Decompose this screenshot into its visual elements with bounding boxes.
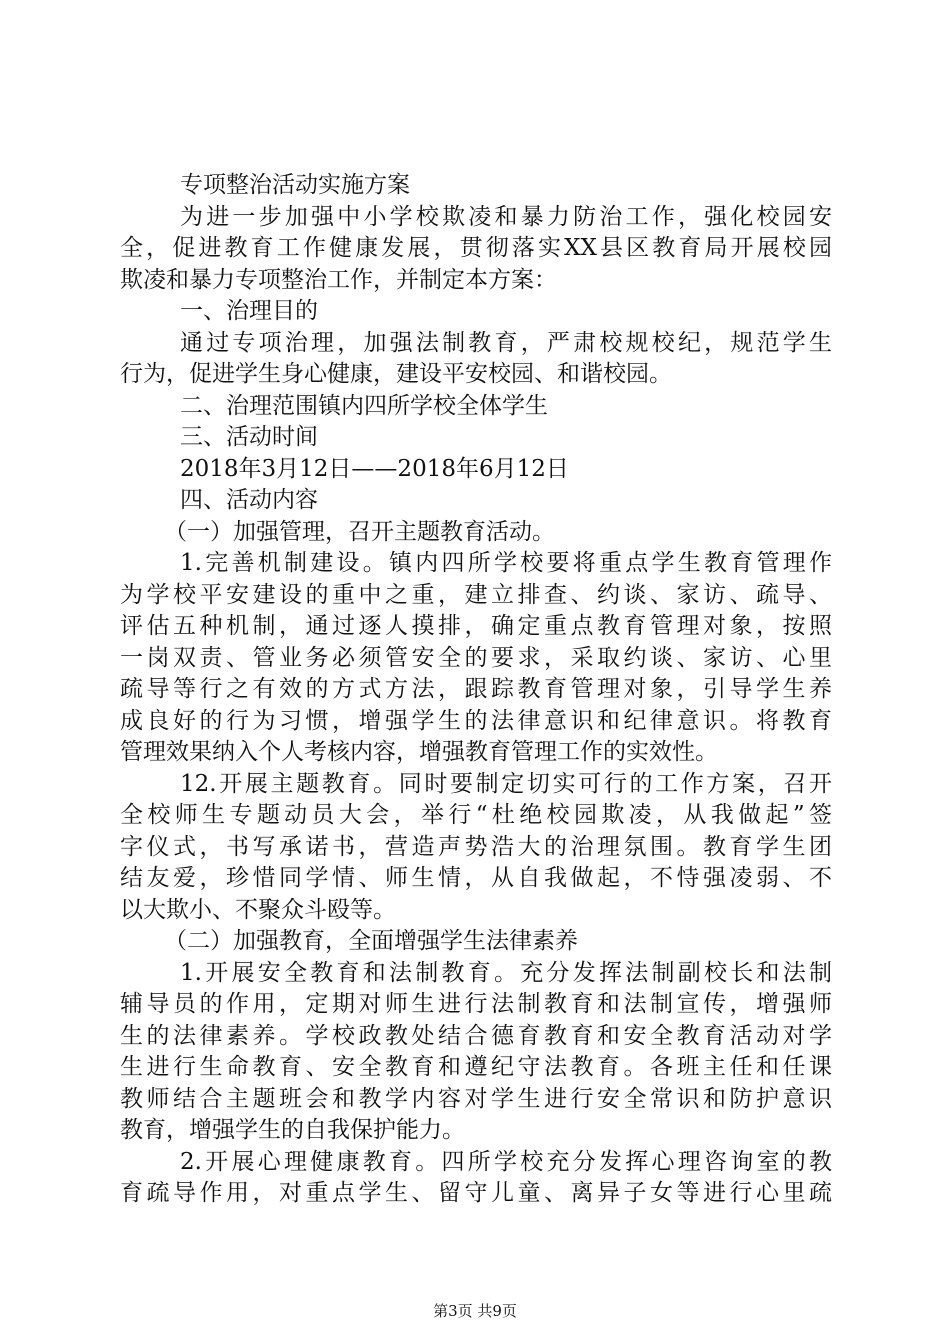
section-heading: 二、治理范围镇内四所学校全体学生	[180, 392, 548, 419]
paragraph-line: 生的法律素养。学校政教处结合德育教育和安全教育活动对学	[120, 1022, 832, 1049]
paragraph-line: 1.完善机制建设。镇内四所学校要将重点学生教育管理作	[180, 550, 832, 576]
page-number-footer: 第3页 共9页	[433, 1302, 517, 1320]
document-body	[120, 170, 832, 1210]
paragraph-line: 一岗双责、管业务必须管安全的要求，采取约谈、家访、心里	[120, 644, 832, 671]
paragraph-line: 全，促进教育工作健康发展，贯彻落实XX县区教育局开展校园	[120, 235, 832, 261]
paragraph-line: 2.开展心理健康教育。四所学校充分发挥心理咨询室的教	[180, 1148, 832, 1175]
subsection-heading: （二）加强教育，全面增强学生法律素养	[164, 928, 578, 954]
paragraph-line: 疏导等行之有效的方式方法，跟踪教育管理对象，引导学生养	[120, 676, 832, 702]
paragraph-line: 通过专项治理，加强法制教育，严肃校规校纪，规范学生	[180, 329, 832, 356]
paragraph-line: 1.开展安全教育和法制教育。充分发挥法制副校长和法制	[180, 959, 832, 986]
paragraph-line: 教师结合主题班会和教学内容对学生进行安全常识和防护意识	[120, 1085, 832, 1112]
paragraph-line: 以大欺小、不聚众斗殴等。	[120, 896, 396, 923]
paragraph-line: 行为，促进学生身心健康，建设平安校园、和谐校园。	[120, 361, 672, 387]
paragraph-line: 全校师生专题动员大会，举行“杜绝校园欺凌，从我做起”签	[120, 802, 832, 828]
document-title: 专项整治活动实施方案	[180, 172, 410, 198]
paragraph-line: 结友爱，珍惜同学情、师生情，从自我做起，不恃强凌弱、不	[120, 865, 832, 891]
subsection-heading: （一）加强管理，召开主题教育活动。	[164, 518, 555, 545]
paragraph-line: 成良好的行为习惯，增强学生的法律意识和纪律意识。将教育	[120, 707, 832, 734]
date-range: 2018年3月12日——2018年6月12日	[180, 455, 569, 482]
paragraph-line: 12.开展主题教育。同时要制定切实可行的工作方案，召开	[180, 770, 832, 797]
paragraph-line: 字仪式，书写承诺书，营造声势浩大的治理氛围。教育学生团	[120, 833, 832, 860]
paragraph-line: 为学校平安建设的重中之重，建立排查、约谈、家访、疏导、	[120, 581, 832, 608]
paragraph-line: 生进行生命教育、安全教育和遵纪守法教育。各班主任和任课	[120, 1054, 832, 1080]
paragraph-line: 欺凌和暴力专项整治工作，并制定本方案：	[120, 266, 557, 293]
paragraph-line: 管理效果纳入个人考核内容，增强教育管理工作的实效性。	[120, 739, 718, 765]
paragraph-line: 辅导员的作用，定期对师生进行法制教育和法制宣传，增强师	[120, 991, 832, 1017]
paragraph-line: 教育，增强学生的自我保护能力。	[120, 1117, 465, 1143]
section-heading: 三、活动时间	[180, 424, 318, 450]
section-heading: 四、活动内容	[180, 487, 318, 513]
section-heading: 一、治理目的	[180, 298, 318, 324]
paragraph-line: 评估五种机制，通过逐人摸排，确定重点教育管理对象，按照	[120, 613, 832, 639]
paragraph-line: 为进一步加强中小学校欺凌和暴力防治工作，强化校园安	[180, 203, 832, 230]
paragraph-line: 育疏导作用，对重点学生、留守儿童、离异子女等进行心里疏	[120, 1180, 832, 1206]
